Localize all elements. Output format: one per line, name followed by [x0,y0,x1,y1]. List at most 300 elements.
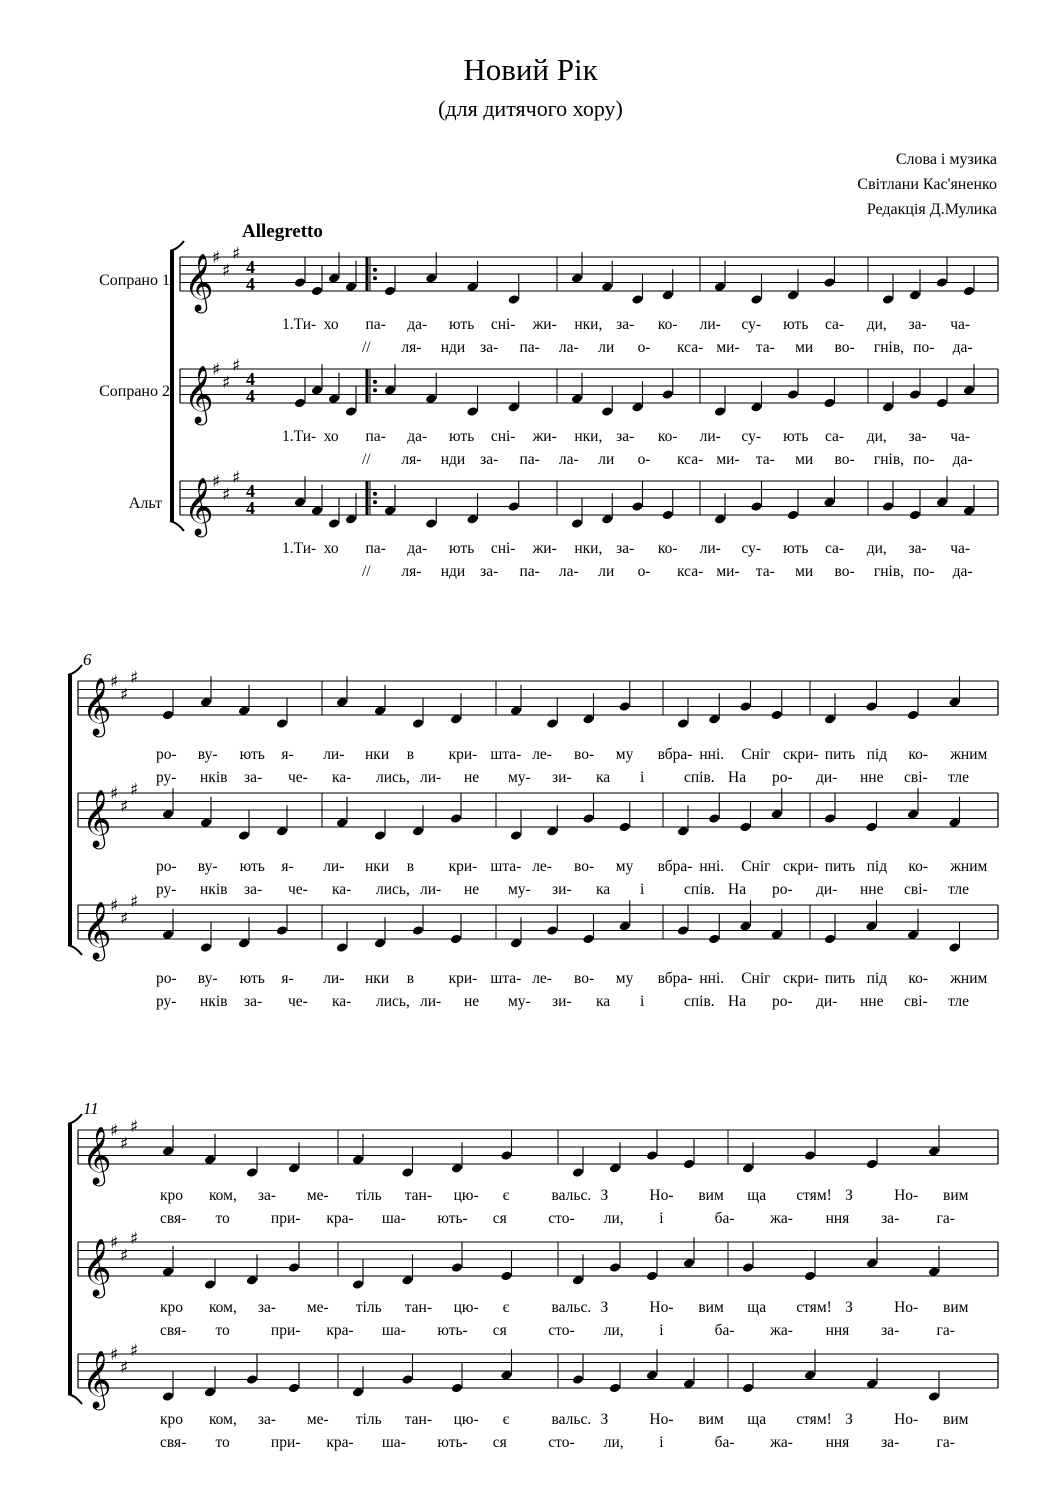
lyric-syllable: жи- [532,316,557,333]
lyric-syllable: ди, [866,428,887,445]
sharp-icon: ♯ [110,672,119,692]
lyric-syllable: скри- [783,858,819,875]
lyric-syllable: і [640,881,645,898]
lyric-syllable: ка [596,769,611,786]
lyric-syllable: ба- [714,1322,735,1339]
note-head [631,402,643,413]
lyric-syllable: ння [825,1322,850,1339]
note-head [571,518,583,529]
note-head [824,714,836,725]
lyric-syllable: во- [574,970,595,987]
lyric-syllable: да- [952,563,973,580]
part-label-soprano-1: Сопрано 1 [99,272,170,289]
lyric-syllable: хо [323,428,339,445]
lyric-syllable: в [406,858,415,875]
repeat-dot [373,276,377,280]
lyric-syllable: З [845,1411,853,1428]
note-head [238,705,250,716]
lyric-syllable: да- [407,428,428,445]
lyric-syllable: гнів, [873,451,905,468]
lyric-syllable: ля- [401,451,422,468]
lyric-syllable: ко- [657,428,678,445]
lyric-syllable: са- [824,428,845,445]
lyric-syllable: то [215,1210,230,1227]
lyric-syllable: жи- [532,428,557,445]
lyric-syllable: ли [598,451,615,468]
note-head [787,290,799,301]
lyric-syllable: ру- [156,769,177,786]
note-head [345,514,357,525]
measure-number-11: 11 [83,1099,99,1118]
lyric-syllable: са- [824,540,845,557]
sharp-icon: ♯ [222,372,231,393]
lyric-syllable: вальс. [551,1187,592,1204]
note-head [677,718,689,729]
note-head [609,1163,621,1174]
lyric-syllable: шта- [490,746,522,763]
note-head [328,273,340,284]
lyric-syllable: кра- [326,1434,354,1451]
note-head [451,1163,463,1174]
lyric-syllable: ють [449,428,475,445]
sharp-icon: ♯ [212,360,221,380]
lyric-syllable: вим [698,1299,724,1316]
lyric-syllable: му- [508,769,531,786]
note-head [804,1271,816,1282]
lyric-syllable: ли- [420,881,442,898]
note-head [510,938,522,949]
note-head [662,510,674,521]
lyric-syllable: Сніг [741,970,771,987]
note-head [311,286,323,297]
lyric-syllable: хо [323,316,339,333]
note-head [500,1271,512,1282]
treble-clef-icon: 𝄞 [82,789,112,847]
sharp-icon: ♯ [130,891,139,912]
lyric-syllable: ко- [657,316,678,333]
note-head [909,389,921,400]
lyric-syllable: ння [825,1210,850,1227]
note-head [739,822,751,833]
lyric-syllable: ко- [908,858,929,875]
note-head [352,1154,364,1165]
note-head [677,925,689,936]
note-head [865,701,877,712]
note-head [425,273,437,284]
note-head [882,294,894,305]
lyric-syllable: На [728,769,747,786]
lyric-syllable: му- [508,993,531,1010]
lyric-syllable: ють [783,540,809,557]
lyric-syllable: ми [795,339,814,356]
lyric-syllable: то [215,1322,230,1339]
note-head [909,510,921,521]
lyric-syllable: кри- [448,746,478,763]
lyric-syllable: ро- [772,769,793,786]
lyric-syllable: та- [755,563,775,580]
lyric-syllable: ди- [816,881,838,898]
note-head [646,1271,658,1282]
lyric-syllable: Но- [894,1299,919,1316]
note-head [866,1378,878,1389]
lyric-syllable: жа- [770,1210,793,1227]
note-head [450,813,462,824]
note-head [401,1167,413,1178]
credit-line-2: Світлани Кас'яненко [857,176,997,193]
lyric-syllable: жним [950,970,988,987]
lyric-syllable: ли, [603,1210,624,1227]
note-head [384,385,396,396]
lyric-syllable: за- [257,1187,277,1204]
lyric-syllable: ро- [156,746,177,763]
note-head [374,830,386,841]
lyric-syllable: в [406,746,415,763]
lyric-syllable: 1.Ти- [282,316,317,333]
lyric-syllable: ка- [332,881,352,898]
lyric-syllable: сві- [904,993,928,1010]
lyric-syllable: і [659,1210,664,1227]
lyric-syllable: са- [824,316,845,333]
note-head [582,714,594,725]
sharp-icon: ♯ [110,784,119,804]
lyric-syllable: нки, [574,540,603,557]
note-head [928,1266,940,1277]
lyric-syllable: за- [616,540,635,557]
note-head [936,398,948,409]
lyric-syllable: ву- [197,746,218,763]
sharp-icon: ♯ [130,667,139,688]
repeat-dot [373,492,377,496]
note-head [546,826,558,837]
lyric-syllable: вим [698,1187,724,1204]
lyric-syllable: ся [492,1434,507,1451]
sharp-icon: ♯ [222,260,231,281]
lyric-syllable: за- [881,1434,900,1451]
lyric-syllable: ме- [306,1187,329,1204]
lyric-syllable: ють [449,316,475,333]
lyric-syllable: нки, [574,428,603,445]
treble-clef-icon: 𝄞 [184,365,214,423]
note-head [450,934,462,945]
repeat-dot [373,268,377,272]
note-head [866,1159,878,1170]
bracket-bottom-hook [68,1394,82,1404]
note-head [571,393,583,404]
lyric-syllable: нне [860,769,884,786]
bracket-top-hook [68,1114,82,1124]
note-head [401,1374,413,1385]
lyric-syllable: ли, [603,1322,624,1339]
lyric-syllable: ди, [866,540,887,557]
lyric-syllable: ро- [156,970,177,987]
lyric-syllable: ми [795,563,814,580]
lyric-syllable: кро [160,1299,184,1316]
note-head [631,501,643,512]
treble-clef-icon: 𝄞 [184,477,214,535]
lyric-syllable: лись, [376,993,410,1010]
note-head [294,277,306,288]
lyric-syllable: ща [747,1187,767,1204]
lyric-syllable: не [464,881,480,898]
lyric-syllable: че- [288,769,308,786]
lyric-syllable: му- [508,881,531,898]
time-signature-top: 4 [246,481,255,501]
note-head [771,809,783,820]
lyric-syllable: сві- [904,769,928,786]
lyric-syllable: я- [281,858,294,875]
lyric-syllable: ли- [699,428,721,445]
lyric-syllable: нне [860,993,884,1010]
lyric-syllable: па- [365,316,386,333]
note-head [619,822,631,833]
treble-clef-icon: 𝄞 [82,677,112,735]
note-head [466,514,478,525]
lyric-syllable: за- [908,540,927,557]
lyric-syllable: цю- [453,1299,479,1316]
note-head [204,1387,216,1398]
note-head [582,934,594,945]
lyric-syllable: нні. [699,746,725,763]
note-head [601,406,613,417]
lyric-syllable: ле- [532,858,552,875]
lyric-syllable: па- [519,451,540,468]
note-head [609,1262,621,1273]
lyric-syllable: є [502,1187,510,1204]
lyric-syllable: ли- [323,970,345,987]
lyric-syllable: су- [741,316,761,333]
lyric-syllable: лись, [376,881,410,898]
note-head [466,281,478,292]
lyric-syllable: нки [365,746,390,763]
lyric-syllable: ша- [381,1322,406,1339]
note-head [677,826,689,837]
repeat-dot [373,380,377,384]
note-head [865,822,877,833]
lyric-syllable: ча- [950,540,971,557]
lyric-syllable: тан- [404,1411,433,1428]
lyric-syllable: та- [755,451,775,468]
lyric-syllable: ме- [306,1299,329,1316]
treble-clef-icon: 𝄞 [82,901,112,959]
lyric-syllable: сто- [548,1210,575,1227]
sharp-icon: ♯ [222,484,231,505]
lyric-syllable: ють- [437,1210,468,1227]
measure-number-6: 6 [83,650,92,669]
lyric-syllable: під [866,746,888,763]
note-head [771,710,783,721]
bracket-top-hook [170,241,184,251]
note-head [714,514,726,525]
lyric-syllable: під [866,858,888,875]
lyric-syllable: ме- [306,1411,329,1428]
note-head [662,290,674,301]
lyric-syllable: о- [637,339,651,356]
note-head [771,929,783,940]
lyric-syllable: шта- [490,858,522,875]
note-head [451,1383,463,1394]
note-head [508,501,520,512]
lyric-syllable: ка [596,993,611,1010]
treble-clef-icon: 𝄞 [82,1126,112,1184]
note-head [162,929,174,940]
lyric-syllable: по- [913,563,935,580]
note-head [683,1159,695,1170]
lyric-syllable: ють- [437,1322,468,1339]
lyric-syllable: при- [270,1322,301,1339]
note-head [928,1391,940,1402]
note-head [345,281,357,292]
note-head [804,1150,816,1161]
note-head [750,501,762,512]
lyric-syllable: тіль [355,1187,382,1204]
lyric-syllable: га- [936,1322,955,1339]
note-head [311,505,323,516]
lyric-syllable: З [600,1187,609,1204]
lyric-syllable: ють [449,540,475,557]
note-head [750,402,762,413]
lyric-syllable: нди [440,339,466,356]
lyric-syllable: ми- [716,339,740,356]
note-head [824,813,836,824]
note-head [714,406,726,417]
lyric-syllable: ка [596,881,611,898]
note-head [425,518,437,529]
lyric-syllable: ми [795,451,814,468]
note-head [200,697,212,708]
lyric-syllable: за- [244,993,263,1010]
lyric-syllable: во- [834,339,855,356]
note-head [683,1258,695,1269]
note-head [238,938,250,949]
sharp-icon: ♯ [110,1233,119,1253]
note-head [882,501,894,512]
lyric-syllable: нди [440,563,466,580]
lyric-syllable: є [502,1411,510,1428]
lyric-syllable: спів. [684,769,715,786]
lyric-syllable: свя- [160,1210,187,1227]
lyric-syllable: спів. [684,993,715,1010]
note-head [162,710,174,721]
note-head [288,1383,300,1394]
lyric-syllable: то [215,1434,230,1451]
lyric-syllable: жа- [770,1322,793,1339]
lyric-syllable: нки, [574,316,603,333]
lyric-syllable: Но- [894,1187,919,1204]
lyric-syllable: кса- [677,451,704,468]
note-head [866,1258,878,1269]
lyric-syllable: за- [257,1299,277,1316]
lyric-syllable: я- [281,746,294,763]
lyric-syllable: тле [948,881,970,898]
lyric-syllable: З [600,1411,609,1428]
sharp-icon: ♯ [232,355,241,376]
lyric-syllable: ла- [558,339,579,356]
lyric-syllable: цю- [453,1411,479,1428]
note-head [936,497,948,508]
lyric-syllable: кра- [326,1322,354,1339]
lyric-syllable: і [640,769,645,786]
note-head [582,813,594,824]
lyric-syllable: да- [952,451,973,468]
lyric-syllable: скри- [783,746,819,763]
lyric-syllable: сні- [490,540,516,557]
lyric-syllable: за- [908,316,927,333]
lyric-syllable: ли, [603,1434,624,1451]
lyric-syllable: пить [824,970,856,987]
lyric-syllable: ко- [908,746,929,763]
note-head [683,1378,695,1389]
note-head [276,826,288,837]
lyric-syllable: сні- [490,316,516,333]
lyric-syllable: зи- [552,993,572,1010]
lyric-syllable: і [659,1434,664,1451]
treble-clef-icon: 𝄞 [82,1238,112,1296]
tempo-marking: Allegretto [242,221,323,242]
sharp-icon: ♯ [120,1357,129,1378]
lyric-syllable: ми- [716,563,740,580]
lyric-syllable: жним [950,858,988,875]
lyric-syllable: о- [637,563,651,580]
note-head [401,1275,413,1286]
note-head [708,714,720,725]
lyric-syllable: сто- [548,1434,575,1451]
lyric-syllable: во- [574,858,595,875]
note-head [963,286,975,297]
lyric-syllable: че- [288,993,308,1010]
note-head [246,1167,258,1178]
sharp-icon: ♯ [120,908,129,929]
note-head [311,385,323,396]
note-head [200,942,212,953]
sharp-icon: ♯ [120,1245,129,1266]
lyric-syllable: ча- [950,316,971,333]
note-head [162,1391,174,1402]
lyric-syllable: нки [365,858,390,875]
lyric-syllable: ле- [532,746,552,763]
lyric-syllable: ла- [558,563,579,580]
lyric-syllable: за- [480,451,499,468]
lyric-syllable: за- [881,1210,900,1227]
note-head [823,398,835,409]
note-head [907,710,919,721]
lyric-syllable: ють [239,970,265,987]
lyric-syllable: ли- [323,858,345,875]
sharp-icon: ♯ [130,779,139,800]
lyric-syllable: тіль [355,1411,382,1428]
note-head [204,1279,216,1290]
lyric-syllable: кра- [326,1210,354,1227]
lyric-syllable: ком, [208,1187,237,1204]
note-head [742,1163,754,1174]
lyric-syllable: жа- [770,1434,793,1451]
time-signature-top: 4 [246,257,255,277]
note-head [294,497,306,508]
lyric-syllable: є [502,1299,510,1316]
note-head [500,1370,512,1381]
note-head [619,701,631,712]
lyric-syllable: во- [834,451,855,468]
lyric-syllable: ру- [156,881,177,898]
note-head [546,925,558,936]
lyric-syllable: ба- [714,1434,735,1451]
lyric-syllable: ли- [420,769,442,786]
lyric-syllable: за- [244,769,263,786]
note-head [425,393,437,404]
lyric-syllable: за- [480,339,499,356]
lyric-syllable: нне [860,881,884,898]
part-label-soprano-2: Сопрано 2 [99,383,170,400]
sharp-icon: ♯ [120,796,129,817]
